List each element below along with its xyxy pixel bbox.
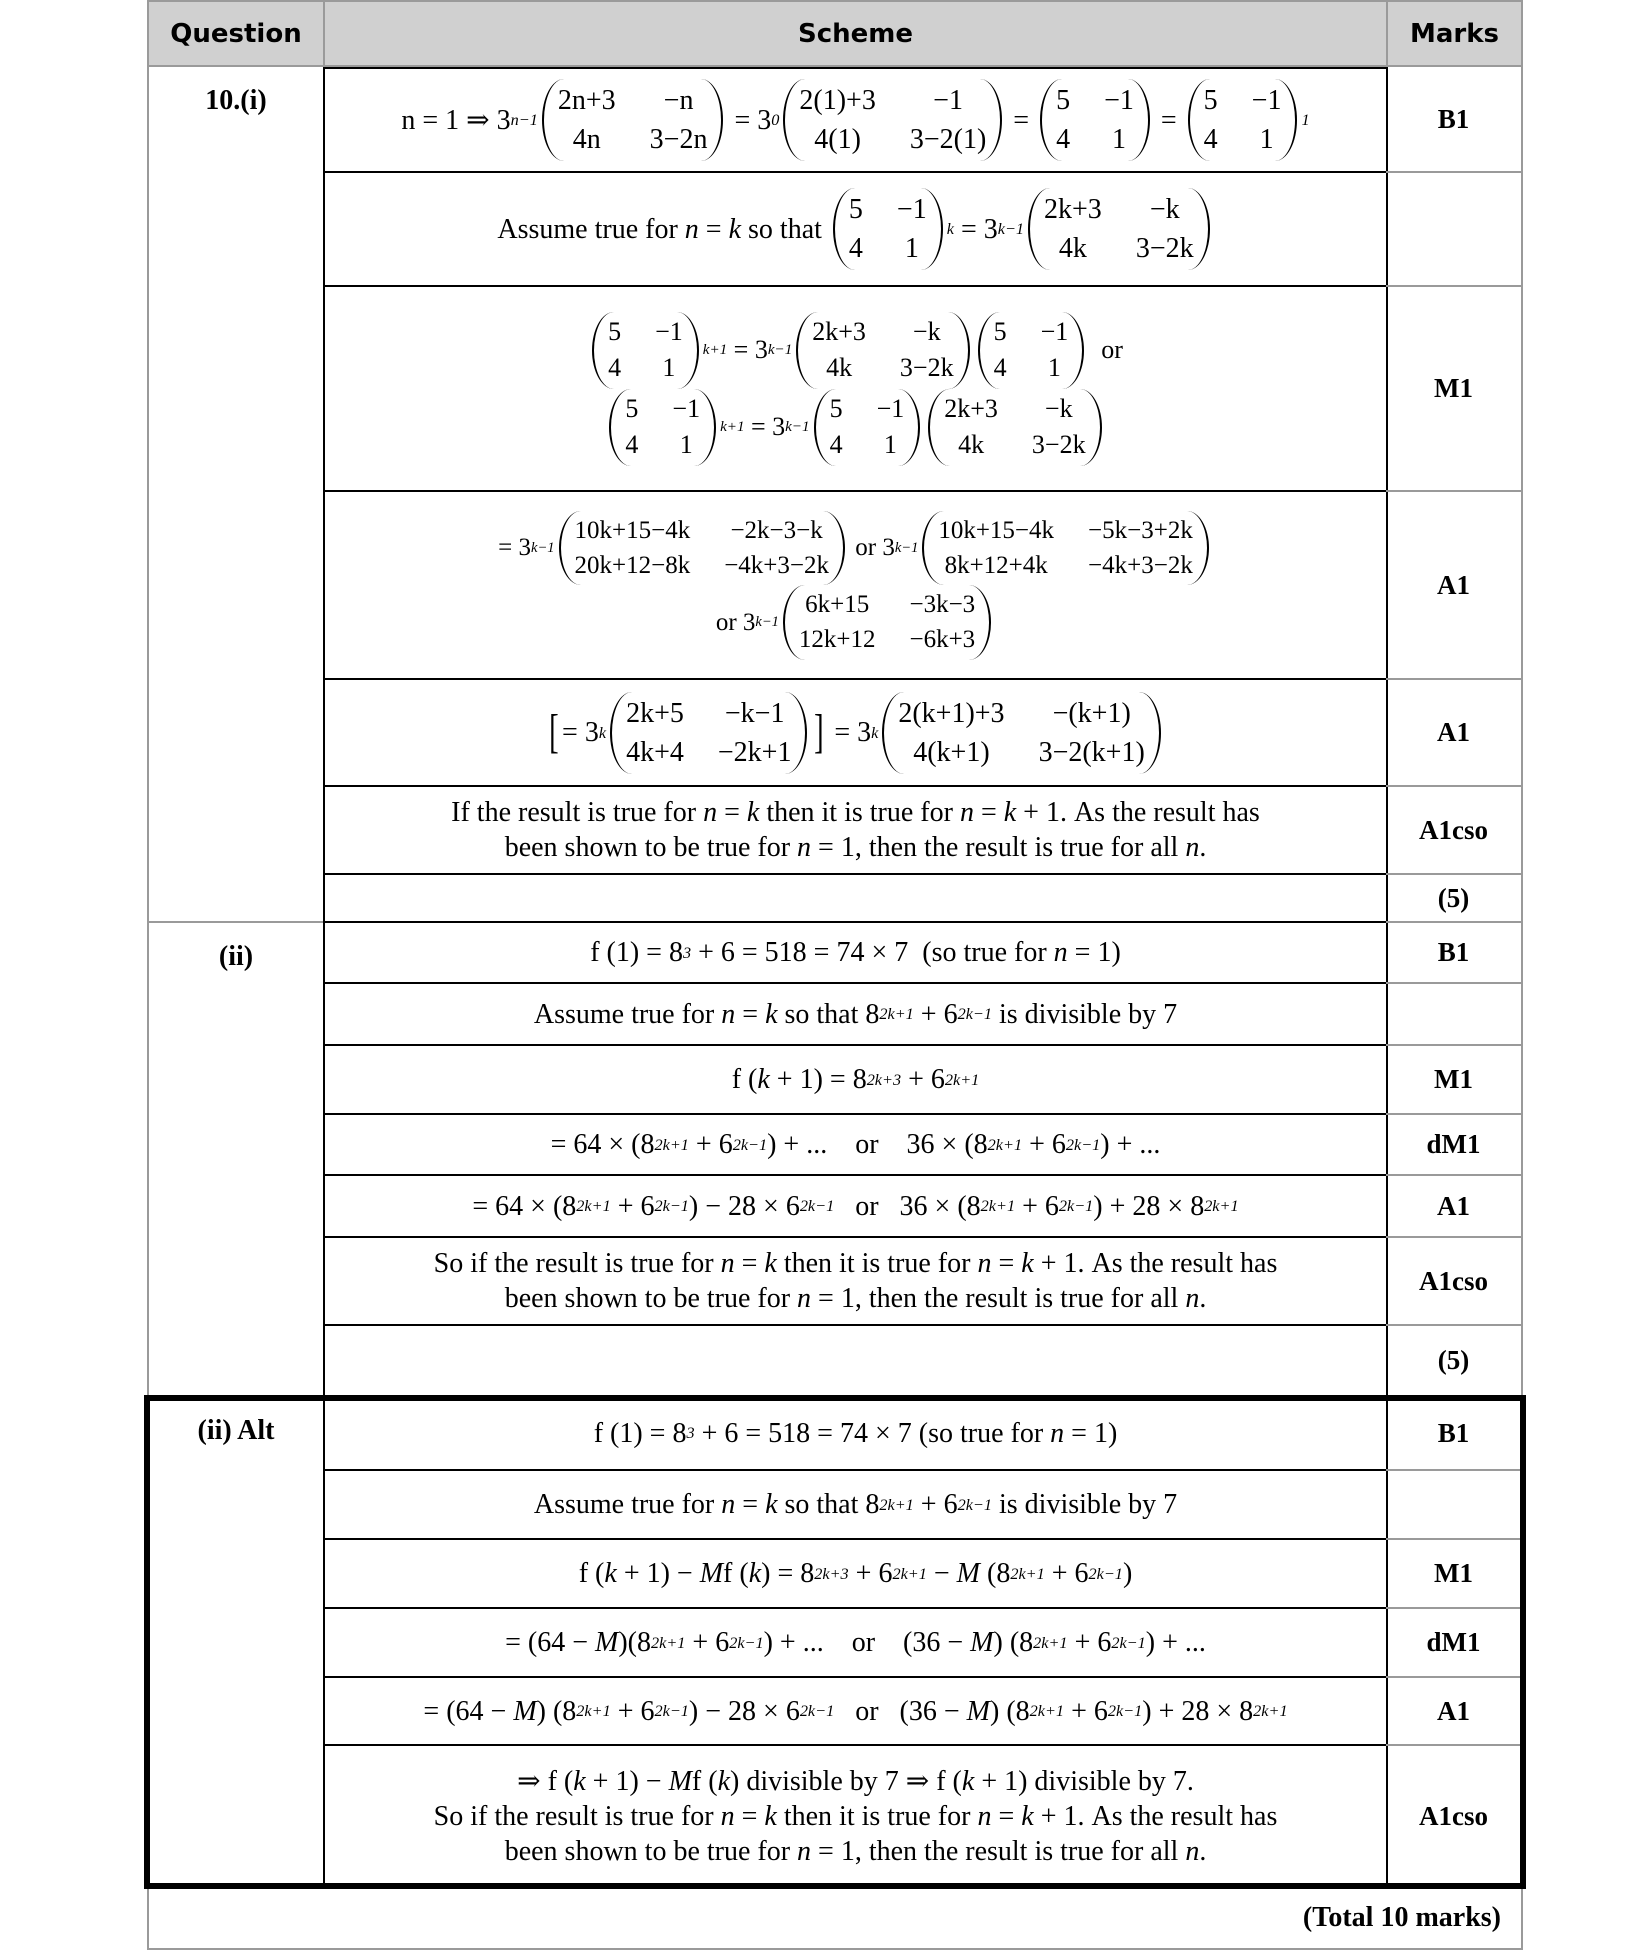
math-text: + 1) − <box>616 1558 700 1589</box>
math-variable: n <box>720 1800 735 1832</box>
math-text: ) = 8 <box>761 1558 815 1589</box>
math-text: = 3 <box>827 717 872 748</box>
mark-cell: A1 <box>1386 1678 1523 1746</box>
matrix-entry: 2n+3 <box>557 85 616 116</box>
scheme-cell <box>323 173 1388 287</box>
scheme-cell <box>323 1609 1388 1678</box>
mark-cell: A1 <box>1386 492 1523 680</box>
matrix <box>814 389 921 466</box>
scheme-cell <box>323 923 1388 984</box>
math-text: If the result is true for <box>451 797 704 828</box>
matrix-entry: 4(1) <box>814 124 861 155</box>
matrix <box>1040 79 1150 161</box>
math-text: . <box>1199 832 1207 863</box>
matrix-entry: 1 <box>1047 353 1061 382</box>
math-text: ) <box>1122 1558 1133 1589</box>
matrix-entry: 5 <box>848 194 863 225</box>
matrix-entry: −k <box>1149 194 1180 225</box>
math-text: ⇒ f ( <box>517 1765 574 1797</box>
math-text: So if the result is true for <box>433 1800 721 1832</box>
math-text: = <box>973 797 1004 828</box>
math-text: ) + 28 × 8 <box>1093 1190 1205 1222</box>
math-variable: n <box>703 797 718 828</box>
scheme-line <box>451 795 1260 830</box>
math-variable: n <box>721 1489 736 1520</box>
matrix-entry: 5 <box>608 316 622 346</box>
scheme-line: = 64 × (8 2k+1 + 6 2k−1 ) + ... or 36 × (8 2k+1 + 6 2k−1 ) + ... <box>550 1129 1161 1160</box>
matrix-entry: 5 <box>1203 85 1218 116</box>
math-variable: n <box>959 797 974 828</box>
math-variable: M <box>966 1695 990 1727</box>
mark-cell: A1 <box>1386 680 1523 787</box>
matrix-entry: 10k+15−4k <box>574 516 691 544</box>
math-text: + 1) − <box>585 1765 669 1797</box>
matrix-entry: −1 <box>896 194 927 225</box>
math-variable: k <box>764 1248 777 1279</box>
math-variable: k <box>764 1800 777 1832</box>
math-text: f ( <box>731 1064 758 1095</box>
math-text: f (1) = 8 <box>593 1417 687 1449</box>
math-text: + 6 <box>901 1064 945 1095</box>
scheme-cell <box>323 1471 1388 1540</box>
mark-cell: B1 <box>1386 67 1523 173</box>
math-variable: k <box>1021 1248 1034 1279</box>
math-text: so that 8 <box>777 998 880 1030</box>
math-text: Assume true for <box>497 213 685 245</box>
scheme-line: 5 −1 4 1 k+1 = 3 k−1 5 −1 4 1 2k+3 −k 4k 3−2k <box>605 389 1105 466</box>
math-text: been shown to be true for <box>504 832 798 863</box>
scheme-cell <box>323 787 1388 875</box>
matrix-entry: −(k+1) <box>1052 697 1131 729</box>
math-text: = <box>735 1489 766 1520</box>
math-text: = 3 <box>562 717 599 748</box>
math-text: is divisible by 7 <box>992 1489 1178 1520</box>
math-text: = 3 <box>727 104 772 136</box>
scheme-cell <box>323 1397 1388 1471</box>
matrix-entry: 6k+15 <box>805 591 870 618</box>
math-variable: n <box>977 1800 992 1832</box>
math-text: + 1. As the result has <box>1033 1248 1278 1279</box>
math-text: then it is true for <box>776 1800 978 1832</box>
math-variable: M <box>956 1558 980 1589</box>
math-text: = 3 <box>498 534 532 562</box>
math-text: or 3 <box>715 608 756 636</box>
matrix-entry: 5 <box>993 316 1007 346</box>
matrix <box>592 312 699 389</box>
question-label-ii: (ii) <box>147 923 325 1397</box>
header-scheme: Scheme <box>323 0 1388 67</box>
math-text: ) (8 <box>536 1695 577 1727</box>
scheme-cell <box>323 1326 1388 1397</box>
math-variable: k <box>728 213 742 245</box>
math-text: ) + ... or (36 − <box>763 1627 971 1658</box>
mark-cell <box>1386 1471 1523 1540</box>
math-text: + 6 = 518 = 74 × 7 (so true for <box>691 937 1054 968</box>
matrix-entry: −k <box>1044 393 1073 423</box>
matrix-entry: 8k+12+4k <box>944 551 1048 579</box>
scheme-cell <box>323 680 1388 787</box>
matrix-entry: −4k+3−2k <box>1088 551 1193 579</box>
matrix-entry: 4 <box>993 353 1007 382</box>
header-question: Question <box>147 0 325 67</box>
math-text: ) − 28 × 6 <box>688 1190 800 1222</box>
math-text: = (64 − <box>423 1695 514 1727</box>
scheme-cell <box>323 1046 1388 1115</box>
matrix <box>1188 79 1298 161</box>
math-text: = 1 ⇒ 3 <box>415 104 511 136</box>
math-variable: n <box>1053 937 1068 968</box>
matrix-entry: −2k+1 <box>717 736 792 768</box>
math-variable: k <box>961 1765 975 1797</box>
math-text: ) divisible by 7 ⇒ f ( <box>730 1765 962 1797</box>
math-variable: M <box>699 1558 724 1589</box>
math-text: + 6 <box>688 1129 733 1160</box>
matrix <box>928 389 1101 466</box>
matrix-entry: 12k+12 <box>798 626 876 654</box>
scheme-line: Assume true for n = k so that 8 2k+1 + 6 2k−1 is divisible by 7 <box>533 998 1178 1030</box>
math-variable: k <box>757 1064 770 1095</box>
math-text: ) + ... or 36 × (8 <box>767 1129 988 1160</box>
math-variable: k <box>748 1558 762 1589</box>
math-text: − <box>926 1558 957 1589</box>
matrix-entry: 10k+15−4k <box>938 516 1055 544</box>
math-text: + 6 <box>1067 1627 1112 1658</box>
math-text: (8 <box>980 1558 1011 1589</box>
matrix-entry: 4 <box>1203 124 1218 155</box>
matrix <box>783 585 991 660</box>
mark-cell: M1 <box>1386 287 1523 492</box>
math-text: = 64 × (8 <box>550 1129 655 1160</box>
math-variable: n <box>684 213 699 245</box>
matrix-entry: 1 <box>662 353 676 382</box>
math-text: = <box>991 1248 1022 1279</box>
mark-cell: M1 <box>1386 1540 1523 1609</box>
math-text: = 1) <box>1064 1417 1118 1449</box>
header-marks: Marks <box>1386 0 1523 67</box>
matrix-entry: 1 <box>679 430 693 459</box>
math-text: been shown to be true for <box>504 1835 798 1867</box>
math-text: = 64 × (8 <box>472 1190 577 1222</box>
math-variable: k <box>604 1558 617 1589</box>
matrix-entry: 3−2k <box>899 353 954 382</box>
scheme-line: f ( k + 1) = 8 2k+3 + 6 2k+1 <box>731 1064 980 1095</box>
math-text: then it is true for <box>776 1248 978 1279</box>
mark-cell: M1 <box>1386 1046 1523 1115</box>
math-text: . <box>1199 1835 1207 1867</box>
math-text: is divisible by 7 <box>992 998 1178 1030</box>
scheme-line <box>505 1834 1207 1869</box>
matrix-entry: −1 <box>672 393 701 423</box>
math-text: + 1. As the result has <box>1033 1800 1278 1832</box>
matrix-entry: −1 <box>655 316 683 346</box>
scheme-cell <box>323 1238 1388 1326</box>
math-variable: n <box>977 1248 992 1279</box>
matrix-entry: 20k+12−8k <box>574 551 691 579</box>
math-text: = <box>698 213 729 245</box>
matrix <box>559 511 846 586</box>
matrix <box>783 79 1002 161</box>
scheme-line <box>434 1799 1278 1834</box>
math-variable: k <box>765 998 778 1030</box>
math-text: n <box>401 104 416 136</box>
math-variable: M <box>595 1627 619 1658</box>
matrix <box>833 188 943 270</box>
scheme-line: Assume true for n = k so that 5 −1 4 1 k = 3 k−1 2k+3 −k 4k 3−2k <box>497 188 1213 270</box>
math-text: f (1) = 8 <box>590 937 683 968</box>
matrix <box>882 692 1160 774</box>
matrix-entry: 4k <box>1058 233 1087 264</box>
matrix-entry: 5 <box>1056 85 1071 116</box>
mark-cell: A1cso <box>1386 1238 1523 1326</box>
mark-cell: A1cso <box>1386 787 1523 875</box>
scheme-cell <box>323 984 1388 1046</box>
scheme-line: f (1) = 8 3 + 6 = 518 = 74 × 7 (so true for n = 1) <box>593 1417 1118 1449</box>
matrix-entry: −1 <box>1251 85 1282 116</box>
math-text: . <box>1199 1283 1207 1314</box>
math-text: ) (8 <box>993 1627 1034 1658</box>
matrix-entry: 3−2(1) <box>909 124 987 155</box>
matrix-entry: 4 <box>625 430 639 459</box>
scheme-cell <box>323 1746 1388 1888</box>
math-text: ) + ... <box>1145 1627 1206 1658</box>
bracket: [ <box>549 705 559 758</box>
matrix <box>610 692 807 774</box>
math-text: + 6 <box>610 1695 655 1727</box>
matrix-entry: −k <box>912 316 941 346</box>
matrix-entry: 4n <box>572 124 601 155</box>
scheme-line <box>505 1281 1207 1316</box>
matrix-entry: 3−2k <box>1031 430 1086 459</box>
mark-cell: A1 <box>1386 1176 1523 1238</box>
math-text: ) + 28 × 8 <box>1142 1695 1254 1727</box>
matrix <box>796 312 969 389</box>
math-text: + 1. As the result has <box>1016 797 1260 828</box>
matrix-entry: 3−2(k+1) <box>1038 736 1145 768</box>
math-text: + 6 <box>1044 1558 1089 1589</box>
math-variable: k <box>746 797 760 828</box>
matrix-entry: 4(k+1) <box>913 736 990 768</box>
math-text: + 6 <box>1015 1190 1059 1222</box>
matrix-entry: −6k+3 <box>909 626 976 654</box>
scheme-cell <box>323 1540 1388 1609</box>
math-text: + 6 <box>1064 1695 1108 1727</box>
mark-cell: B1 <box>1386 1397 1523 1471</box>
math-text: So if the result is true for <box>433 1248 721 1279</box>
math-text: + 6 <box>685 1627 730 1658</box>
scheme-line <box>434 1246 1278 1281</box>
math-text: + 6 <box>848 1558 893 1589</box>
scheme-line: f ( k + 1) − M f ( k ) = 8 2k+3 + 6 2k+1 − M (8 2k+1 + 6 2k−1 ) <box>578 1558 1133 1589</box>
math-variable: k <box>573 1765 586 1797</box>
scheme-line <box>517 1764 1194 1799</box>
math-variable: M <box>970 1627 994 1658</box>
matrix-entry: −4k+3−2k <box>724 551 830 579</box>
scheme-line: = 64 × (8 2k+1 + 6 2k−1 ) − 28 × 6 2k−1 or 36 × (8 2k+1 + 6 2k−1 ) + 28 × 8 2k+1 <box>472 1190 1239 1222</box>
math-text: = 1, then the result is true for all <box>811 1283 1186 1314</box>
total-marks: (Total 10 marks) <box>147 1888 1523 1950</box>
mark-cell: A1cso <box>1386 1746 1523 1888</box>
matrix-entry: 4 <box>1056 124 1071 155</box>
scheme-cell <box>323 287 1388 492</box>
math-variable: n <box>797 832 812 863</box>
scheme-line: f (1) = 8 3 + 6 = 518 = 74 × 7 (so true for n = 1) <box>590 937 1121 968</box>
scheme-line: n = 1 ⇒ 3 n−1 2n+3 −n 4n 3−2n = 3 0 2(1)+3 −1 4(1) 3−2(1) = 5 −1 4 1 = 5 −1 4 1 1 <box>401 79 1309 161</box>
scheme-cell <box>323 1678 1388 1746</box>
matrix-entry: −k−1 <box>724 697 785 729</box>
matrix-entry: −1 <box>876 393 905 423</box>
matrix-entry: −n <box>663 85 694 116</box>
math-text: f ( <box>691 1765 718 1797</box>
math-text: ) (8 <box>990 1695 1030 1727</box>
math-text: + 6 <box>1022 1129 1066 1160</box>
math-variable: M <box>513 1695 537 1727</box>
matrix-entry: 5 <box>829 393 843 423</box>
scheme-cell <box>323 875 1388 923</box>
matrix-entry: 3−2k <box>1135 233 1194 264</box>
math-variable: k <box>1021 1800 1034 1832</box>
math-variable: n <box>1050 1417 1065 1449</box>
question-label-i: 10.(i) <box>147 67 325 923</box>
matrix-entry: 4 <box>608 353 622 382</box>
scheme-line: or 3 k−1 6k+15 −3k−3 12k+12 −6k+3 <box>716 585 995 660</box>
math-text: = <box>735 998 766 1030</box>
matrix-entry: 2k+3 <box>944 393 998 423</box>
matrix-entry: 2(k+1)+3 <box>898 697 1005 729</box>
math-variable: n <box>720 1248 735 1279</box>
matrix-entry: 4k+4 <box>626 736 684 768</box>
scheme-line: = (64 − M ) (8 2k+1 + 6 2k−1 ) − 28 × 6 2k−1 or (36 − M ) (8 2k+1 + 6 2k−1 ) + 28 × 8 2k+1 <box>423 1695 1288 1727</box>
math-text: Assume true for <box>533 1489 722 1520</box>
scheme-line: Assume true for n = k so that 8 2k+1 + 6 2k−1 is divisible by 7 <box>533 1489 1178 1520</box>
bracket: ] <box>814 705 825 758</box>
math-variable: k <box>1003 797 1017 828</box>
math-text: been shown to be true for <box>504 1283 798 1314</box>
matrix-entry: 2k+5 <box>626 697 684 729</box>
matrix-entry: 2k+3 <box>812 316 866 346</box>
math-variable: n <box>797 1283 812 1314</box>
math-variable: n <box>1185 832 1200 863</box>
math-text: ) + ... <box>1100 1129 1161 1160</box>
matrix-entry: 1 <box>904 233 919 264</box>
math-text: + 6 = 518 = 74 × 7 (so true for <box>694 1417 1051 1449</box>
matrix-entry: 2k+3 <box>1044 194 1102 225</box>
math-text: = <box>1006 104 1037 136</box>
scheme-line: [ = 3 k 2k+5 −k−1 4k+4 −2k+1 ] = 3 k 2(k+1)+3 −(k+1) 4(k+1) 3−2(k+1) <box>546 692 1165 774</box>
matrix-entry: 3−2n <box>649 124 708 155</box>
math-variable: n <box>797 1835 812 1867</box>
math-variable: M <box>668 1765 692 1797</box>
matrix-entry: −5k−3+2k <box>1088 516 1193 544</box>
math-variable: k <box>765 1489 778 1520</box>
math-text: = 3 <box>953 213 998 245</box>
math-text: + 1) = 8 <box>769 1064 867 1095</box>
matrix-entry: 2(1)+3 <box>799 85 876 116</box>
mark-cell <box>1386 984 1523 1046</box>
math-text: then it is true for <box>759 797 960 828</box>
matrix-entry: 1 <box>1111 124 1126 155</box>
math-text: = <box>717 797 747 828</box>
math-text: = <box>991 1800 1022 1832</box>
matrix <box>542 79 724 161</box>
math-text: + 6 <box>913 1489 958 1520</box>
matrix-entry: −1 <box>933 85 963 116</box>
mark-cell: (5) <box>1386 875 1523 923</box>
mark-cell <box>1386 173 1523 287</box>
math-text: = 1) <box>1067 937 1121 968</box>
math-text: ) − 28 × 6 <box>688 1695 800 1727</box>
math-text: = <box>734 1248 765 1279</box>
question-label-ii-alt: (ii) Alt <box>147 1397 325 1888</box>
math-text: Assume true for <box>533 998 722 1030</box>
matrix-entry: −2k−3−k <box>730 516 823 544</box>
matrix <box>922 511 1209 586</box>
matrix <box>1028 188 1210 270</box>
math-text: = <box>1153 104 1184 136</box>
math-variable: k <box>717 1765 730 1797</box>
scheme-cell <box>323 492 1388 680</box>
math-text: or 3 <box>849 534 895 562</box>
matrix-entry: 1 <box>883 430 897 459</box>
math-text: f ( <box>578 1558 605 1589</box>
scheme-cell <box>323 1176 1388 1238</box>
math-text: + 6 <box>913 998 958 1030</box>
mark-cell: (5) <box>1386 1326 1523 1397</box>
mark-cell: dM1 <box>1386 1609 1523 1678</box>
math-text: = 1, then the result is true for all <box>811 832 1186 863</box>
math-variable: n <box>1185 1283 1200 1314</box>
math-variable: n <box>1185 1835 1200 1867</box>
math-text: + 6 <box>610 1190 655 1222</box>
math-text: = 1, then the result is true for all <box>811 1835 1186 1867</box>
matrix-entry: 5 <box>625 393 639 423</box>
math-text: = 3 <box>727 334 768 364</box>
mark-cell: dM1 <box>1386 1115 1523 1176</box>
math-text: or 36 × (8 <box>834 1190 981 1222</box>
matrix-entry: −1 <box>1104 85 1134 116</box>
matrix-entry: 4k <box>958 430 985 459</box>
math-text: )(8 <box>618 1627 651 1658</box>
matrix-entry: 4k <box>826 353 853 382</box>
math-text: f ( <box>723 1558 749 1589</box>
math-text: + 1) divisible by 7. <box>974 1765 1194 1797</box>
math-text: or <box>1088 334 1123 364</box>
mark-cell: B1 <box>1386 923 1523 984</box>
matrix-entry: 1 <box>1259 124 1274 155</box>
scheme-line: 5 −1 4 1 k+1 = 3 k−1 2k+3 −k 4k 3−2k 5 −1 4 1 or <box>588 312 1123 389</box>
scheme-cell <box>323 67 1388 173</box>
matrix-entry: −3k−3 <box>909 591 976 618</box>
math-text: so that 8 <box>777 1489 880 1520</box>
math-text: = (64 − <box>505 1627 596 1658</box>
matrix <box>978 312 1085 389</box>
matrix <box>609 389 716 466</box>
matrix-entry: 4 <box>848 233 863 264</box>
scheme-line <box>505 830 1207 865</box>
scheme-line: = (64 − M )(8 2k+1 + 6 2k−1 ) + ... or (36 − M ) (8 2k+1 + 6 2k−1 ) + ... <box>505 1627 1206 1658</box>
matrix-entry: −1 <box>1040 316 1069 346</box>
math-text: so that <box>741 213 829 245</box>
math-text: = <box>734 1800 765 1832</box>
math-variable: n <box>721 998 736 1030</box>
math-text: = 3 <box>744 411 786 441</box>
math-text: or (36 − <box>834 1695 967 1727</box>
scheme-line: = 3 k−1 10k+15−4k −2k−3−k 20k+12−8k −4k+3−2k or 3 k−1 10k+15−4k −5k−3+2k 8k+12+4k −4k+3−2k <box>498 511 1213 586</box>
matrix-entry: 4 <box>829 430 843 459</box>
scheme-cell <box>323 1115 1388 1176</box>
